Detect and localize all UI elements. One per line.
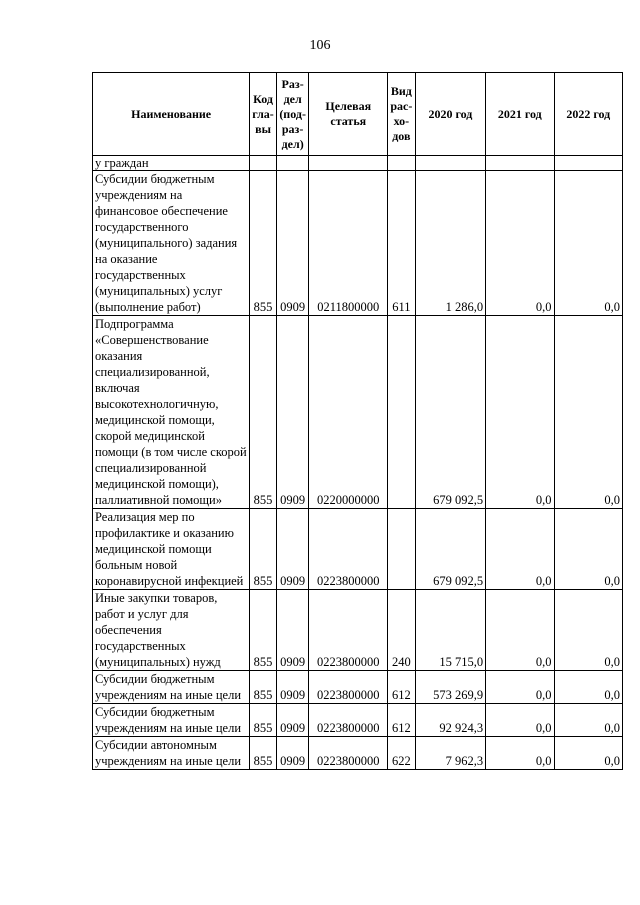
row-vid <box>388 316 416 509</box>
row-razdel: 0909 <box>276 671 309 704</box>
row-2020: 15 715,0 <box>415 590 485 671</box>
header-glava: Код гла- вы <box>250 73 277 156</box>
table-row <box>93 590 623 671</box>
row-glava: 855 <box>250 671 277 704</box>
header-statya: Целевая статья <box>309 73 388 156</box>
header-row <box>93 73 623 156</box>
row-2021: 0,0 <box>486 737 554 770</box>
row-glava: 855 <box>250 737 277 770</box>
row-statya: 0223800000 <box>309 737 388 770</box>
row-razdel: 0909 <box>276 509 309 590</box>
row-2020: 92 924,3 <box>415 704 485 737</box>
row-razdel: 0909 <box>276 316 309 509</box>
table-row <box>93 316 623 509</box>
row-razdel: 0909 <box>276 590 309 671</box>
header-2021: 2021 год <box>486 73 554 156</box>
continuation-row <box>93 156 623 171</box>
row-name: Субсидии бюджетным учреждениям на финансовое обеспечение государственного (муниципального) задания на оказание государственных (муниципальных) услуг (выполнение работ) <box>93 171 250 316</box>
row-glava: 855 <box>250 704 277 737</box>
row-name: Подпрограмма «Совершенствование оказания специализированной, включая высокотехнологичную, медицинской помощи, скорой медицинской помощи (в том числе скорой специализированной медицинской помощи), паллиативной помощи» <box>93 316 250 509</box>
table-row <box>93 171 623 316</box>
row-glava: 855 <box>250 171 277 316</box>
row-statya: 0223800000 <box>309 671 388 704</box>
row-2021: 0,0 <box>486 590 554 671</box>
header-vid: Вид рас- хо- дов <box>388 73 416 156</box>
page-number: 106 <box>309 38 331 53</box>
row-statya: 0223800000 <box>309 509 388 590</box>
row-name: Субсидии бюджетным учреждениям на иные цели <box>93 704 250 737</box>
row-razdel: 0909 <box>276 737 309 770</box>
row-name: Субсидии автономным учреждениям на иные цели <box>93 737 250 770</box>
header-2020: 2020 год <box>415 73 485 156</box>
row-statya: 0223800000 <box>309 590 388 671</box>
row-2020: 679 092,5 <box>415 509 485 590</box>
header-razdel: Раз- дел (под- раз- дел) <box>276 73 309 156</box>
row-2020: 573 269,9 <box>415 671 485 704</box>
row-2022: 0,0 <box>554 590 622 671</box>
row-2021: 0,0 <box>486 171 554 316</box>
row-2021: 0,0 <box>486 671 554 704</box>
header-name: Наименование <box>93 73 250 156</box>
row-glava: 855 <box>250 509 277 590</box>
continuation-text: у граждан <box>93 156 250 171</box>
row-statya: 0211800000 <box>309 171 388 316</box>
table-row <box>93 509 623 590</box>
table-row <box>93 737 623 770</box>
row-2022: 0,0 <box>554 171 622 316</box>
row-vid <box>388 509 416 590</box>
row-2022: 0,0 <box>554 509 622 590</box>
row-vid: 612 <box>388 671 416 704</box>
row-name: Субсидии бюджетным учреждениям на иные цели <box>93 671 250 704</box>
row-2021: 0,0 <box>486 509 554 590</box>
row-vid: 612 <box>388 704 416 737</box>
row-statya: 0220000000 <box>309 316 388 509</box>
row-statya: 0223800000 <box>309 704 388 737</box>
header-2022: 2022 год <box>554 73 622 156</box>
row-glava: 855 <box>250 590 277 671</box>
row-2022: 0,0 <box>554 671 622 704</box>
row-razdel: 0909 <box>276 171 309 316</box>
row-2021: 0,0 <box>486 704 554 737</box>
row-2022: 0,0 <box>554 737 622 770</box>
budget-table <box>92 72 623 770</box>
row-vid: 622 <box>388 737 416 770</box>
row-2022: 0,0 <box>554 316 622 509</box>
table-row <box>93 671 623 704</box>
table-row <box>93 704 623 737</box>
row-name: Реализация мер по профилактике и оказанию медицинской помощи больным новой коронавирусной инфекцией <box>93 509 250 590</box>
row-razdel: 0909 <box>276 704 309 737</box>
row-2020: 1 286,0 <box>415 171 485 316</box>
row-2020: 7 962,3 <box>415 737 485 770</box>
row-2022: 0,0 <box>554 704 622 737</box>
row-2021: 0,0 <box>486 316 554 509</box>
row-vid: 611 <box>388 171 416 316</box>
row-vid: 240 <box>388 590 416 671</box>
row-2020: 679 092,5 <box>415 316 485 509</box>
row-name: Иные закупки товаров, работ и услуг для обеспечения государственных (муниципальных) нужд <box>93 590 250 671</box>
row-glava: 855 <box>250 316 277 509</box>
